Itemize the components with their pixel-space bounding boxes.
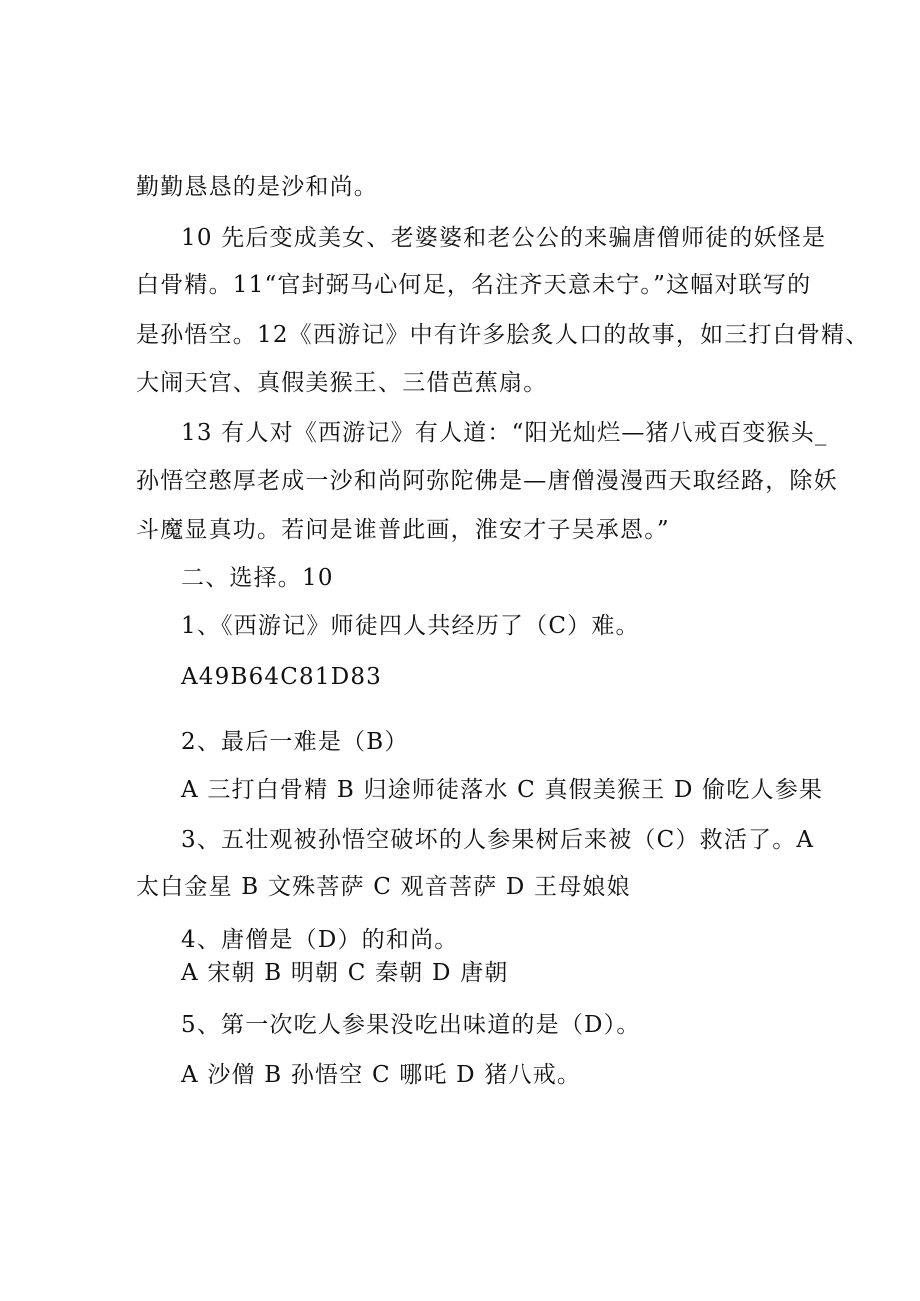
question-line: 3、五壮观被孙悟空破坏的人参果树后来被（C）救活了。A [181,827,815,853]
text-line: 大闹天宫、真假美猴王、三借芭蕉扇。 [136,370,548,396]
question-line: 4、唐僧是（D）的和尚。 [181,927,459,953]
text-line: 13 有人对《西游记》有人道：“阳光灿烂—猪八戒百变猴头_ [181,420,828,446]
options-line: A49B64C81D83 [181,664,383,690]
text-line: 10 先后变成美女、老婆婆和老公公的来骗唐僧师徒的妖怪是 [181,225,827,251]
question-line: 5、第一次吃人参果没吃出味道的是（D）。 [181,1012,641,1038]
text-line: 是孙悟空。12《西游记》中有许多脍炙人口的故事，如三打白骨精、 [136,322,870,348]
question-line: 1、《西游记》师徒四人共经历了（C）难。 [181,613,640,639]
options-line: A 宋朝 B 明朝 C 秦朝 D 唐朝 [181,960,509,986]
text-line: 白骨精。11“官封弼马心何足，名注齐天意未宁。”这幅对联写的 [136,272,812,298]
section-heading: 二、选择。10 [181,565,334,591]
options-line: A 三打白骨精 B 归途师徒落水 C 真假美猴王 D 偷吃人参果 [181,777,824,803]
options-line: A 沙僧 B 孙悟空 C 哪吒 D 猪八戒。 [181,1062,582,1088]
text-line: 斗魔显真功。若问是谁普此画，淮安才子吴承恩。” [136,517,670,543]
options-line: 太白金星 B 文殊菩萨 C 观音菩萨 D 王母娘娘 [136,874,631,900]
text-line: 孙悟空憨厚老成一沙和尚阿弥陀佛是—唐僧漫漫西天取经路，除妖 [136,468,838,494]
question-line: 2、最后一难是（B） [181,729,409,755]
text-line: 勤勤恳恳的是沙和尚。 [136,174,378,200]
